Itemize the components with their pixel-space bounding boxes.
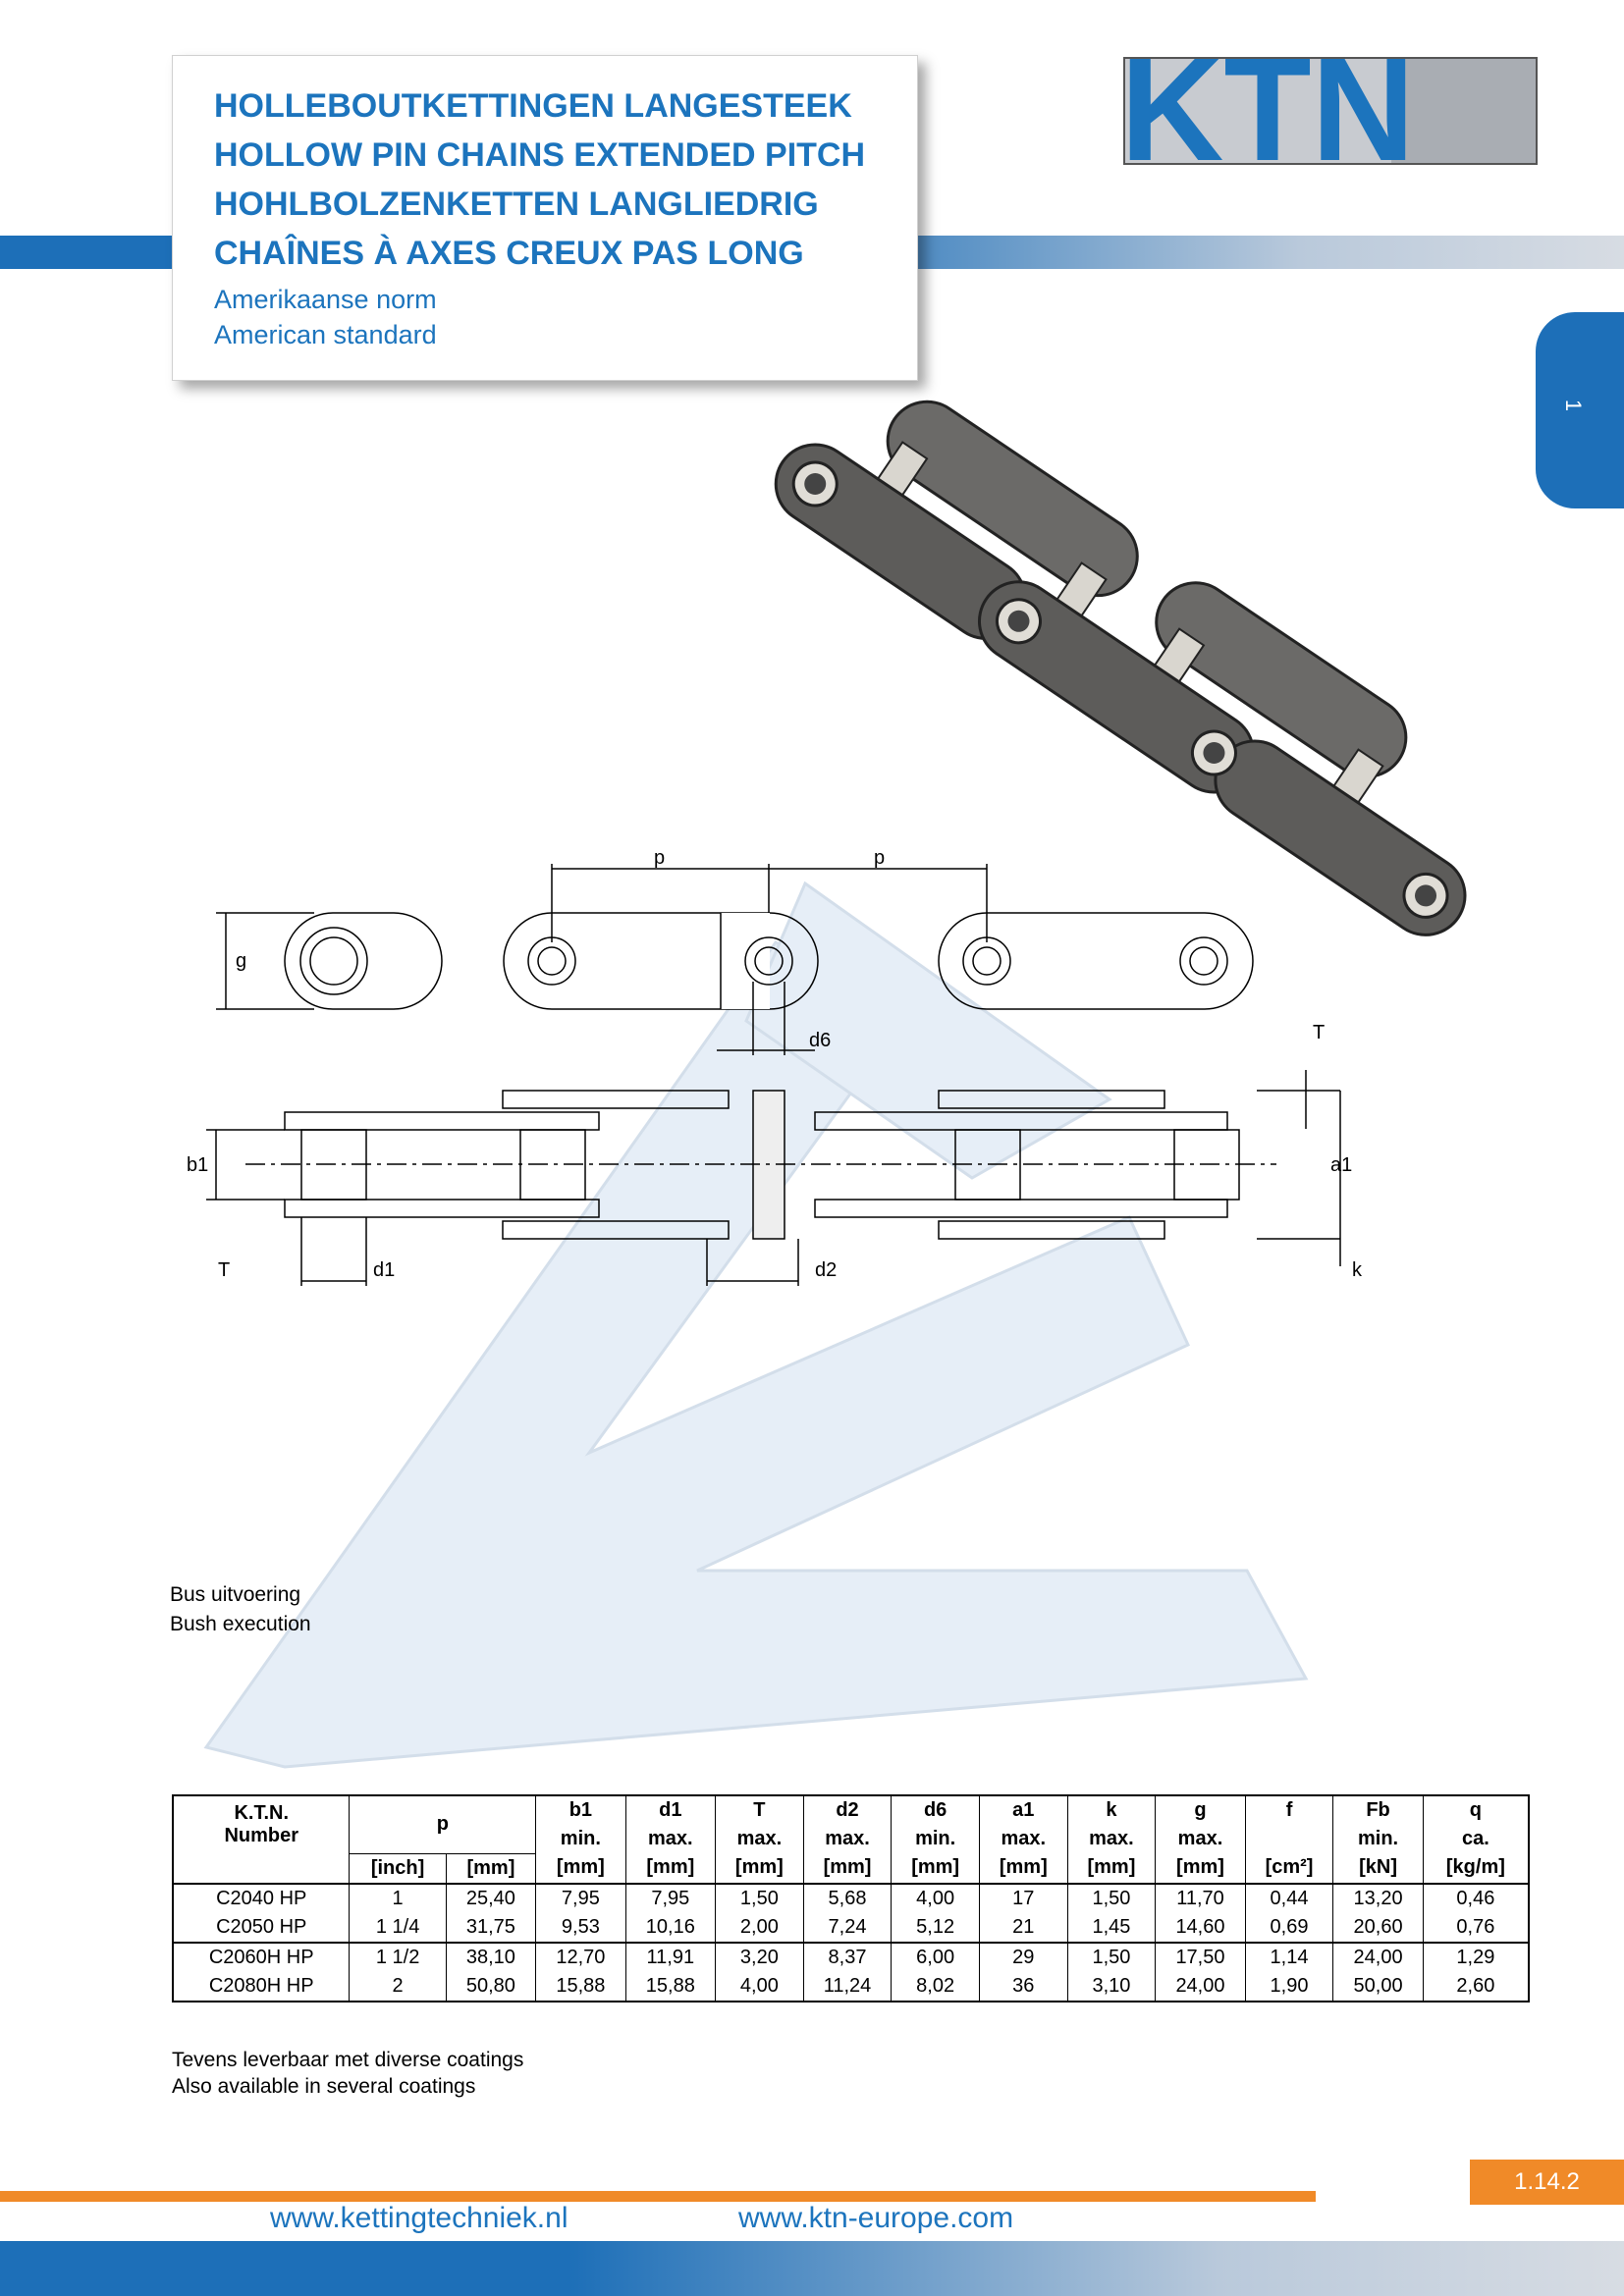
caption-line-en: Bush execution xyxy=(170,1613,311,1635)
table-cell: 12,70 xyxy=(536,1943,625,1972)
table-cell: 11,91 xyxy=(625,1943,715,1972)
title-line-de: HOHLBOLZENKETTEN LANGLIEDRIG xyxy=(214,186,819,223)
th-unit-fb: [kN] xyxy=(1333,1853,1423,1884)
table-cell: 29 xyxy=(979,1943,1067,1972)
table-cell: 1,29 xyxy=(1423,1943,1529,1972)
table-cell: 2,00 xyxy=(716,1913,804,1943)
table-cell: 7,95 xyxy=(625,1884,715,1913)
th-g-qual: max. xyxy=(1156,1825,1245,1853)
th-d1-qual: max. xyxy=(625,1825,715,1853)
url-kettingtechniek[interactable]: www.kettingtechniek.nl xyxy=(270,2202,568,2234)
th-unit-g: [mm] xyxy=(1156,1853,1245,1884)
subtitle-line-en: American standard xyxy=(214,320,437,349)
table-cell: 1 xyxy=(350,1884,446,1913)
table-cell: 0,46 xyxy=(1423,1884,1529,1913)
th-unit-k: [mm] xyxy=(1067,1853,1156,1884)
title-line-fr: CHAÎNES À AXES CREUX PAS LONG xyxy=(214,235,804,272)
table-cell: 1,50 xyxy=(1067,1884,1156,1913)
table-cell: 7,24 xyxy=(803,1913,892,1943)
table-cell: 17 xyxy=(979,1884,1067,1913)
caption-line-nl: Bus uitvoering xyxy=(170,1583,301,1606)
table-cell: 11,70 xyxy=(1156,1884,1245,1913)
th-q-qual: ca. xyxy=(1423,1825,1529,1853)
table-cell: 0,76 xyxy=(1423,1913,1529,1943)
th-unit-a1: [mm] xyxy=(979,1853,1067,1884)
ktn-logo xyxy=(1120,27,1537,191)
th-a1-qual: max. xyxy=(979,1825,1067,1853)
table-cell: 6,00 xyxy=(892,1943,980,1972)
title-line-en: HOLLOW PIN CHAINS EXTENDED PITCH xyxy=(214,136,866,174)
th-t-qual: max. xyxy=(716,1825,804,1853)
label-d6: d6 xyxy=(809,1030,832,1051)
table-cell-number: C2080H HP xyxy=(173,1972,350,2002)
table-cell: 25,40 xyxy=(446,1884,535,1913)
footer-orange-line xyxy=(0,2191,1316,2202)
table-cell: 50,00 xyxy=(1333,1972,1423,2002)
th-unit-t: [mm] xyxy=(716,1853,804,1884)
th-fb: Fb xyxy=(1333,1795,1423,1825)
table-cell: 0,44 xyxy=(1245,1884,1333,1913)
table-cell: 4,00 xyxy=(892,1884,980,1913)
th-a1: a1 xyxy=(979,1795,1067,1825)
label-t-left: T xyxy=(218,1259,231,1281)
table-cell: 15,88 xyxy=(536,1972,625,2002)
table-cell: 21 xyxy=(979,1913,1067,1943)
table-cell: 10,16 xyxy=(625,1913,715,1943)
th-fb-qual: min. xyxy=(1333,1825,1423,1853)
url-ktn-europe[interactable]: www.ktn-europe.com xyxy=(738,2202,1014,2234)
table-cell-number: C2050 HP xyxy=(173,1913,350,1943)
th-d2-qual: max. xyxy=(803,1825,892,1853)
th-unit-b1: [mm] xyxy=(536,1853,625,1884)
table-cell: 24,00 xyxy=(1156,1972,1245,2002)
table-cell: 0,69 xyxy=(1245,1913,1333,1943)
th-q: q xyxy=(1423,1795,1529,1825)
table-cell: 1 1/2 xyxy=(350,1943,446,1972)
note-line-nl: Tevens leverbaar met diverse coatings xyxy=(172,2049,524,2071)
table-row xyxy=(173,1972,1529,2002)
table-cell: 31,75 xyxy=(446,1913,535,1943)
label-k: k xyxy=(1352,1259,1362,1281)
page-number: 1.14.2 xyxy=(1470,2160,1624,2205)
table-cell: 13,20 xyxy=(1333,1884,1423,1913)
note-line-en: Also available in several coatings xyxy=(172,2075,476,2098)
th-k: k xyxy=(1067,1795,1156,1825)
table-cell: 1,50 xyxy=(1067,1943,1156,1972)
table-cell: 15,88 xyxy=(625,1972,715,2002)
th-unit-inch: [inch] xyxy=(350,1853,446,1884)
th-d1: d1 xyxy=(625,1795,715,1825)
table-cell: 8,37 xyxy=(803,1943,892,1972)
table-cell: 1,14 xyxy=(1245,1943,1333,1972)
title-line-nl: HOLLEBOUTKETTINGEN LANGESTEEK xyxy=(214,87,852,125)
table-cell: 24,00 xyxy=(1333,1943,1423,1972)
th-f: f xyxy=(1245,1795,1333,1825)
th-d6: d6 xyxy=(892,1795,980,1825)
th-unit-blank xyxy=(173,1853,350,1884)
table-cell: 3,10 xyxy=(1067,1972,1156,2002)
title-box xyxy=(172,55,918,381)
table-cell-number: C2060H HP xyxy=(173,1943,350,1972)
table-row xyxy=(173,1943,1529,1972)
footer-band xyxy=(0,2241,1624,2296)
table-cell: 1,45 xyxy=(1067,1913,1156,1943)
label-p-2: p xyxy=(874,847,886,869)
table-cell: 1,90 xyxy=(1245,1972,1333,2002)
chain-side-view-drawing xyxy=(187,844,1362,1315)
table-row xyxy=(173,1913,1529,1943)
th-d6-qual: min. xyxy=(892,1825,980,1853)
table-cell: 36 xyxy=(979,1972,1067,2002)
table-row xyxy=(173,1884,1529,1913)
label-a1: a1 xyxy=(1330,1154,1353,1176)
table-cell: 2,60 xyxy=(1423,1972,1529,2002)
table-cell-number: C2040 HP xyxy=(173,1884,350,1913)
th-ktn: K.T.N. Number xyxy=(173,1795,350,1853)
table-cell: 2 xyxy=(350,1972,446,2002)
table-cell: 14,60 xyxy=(1156,1913,1245,1943)
table-cell: 17,50 xyxy=(1156,1943,1245,1972)
spec-table xyxy=(172,1794,1530,2002)
th-t: T xyxy=(716,1795,804,1825)
label-t-right: T xyxy=(1313,1022,1326,1043)
label-b1: b1 xyxy=(187,1154,209,1176)
table-cell: 38,10 xyxy=(446,1943,535,1972)
table-cell: 4,00 xyxy=(716,1972,804,2002)
th-b1: b1 xyxy=(536,1795,625,1825)
subtitle-line-nl: Amerikaanse norm xyxy=(214,285,437,314)
drawing-caption xyxy=(170,1580,311,1639)
table-cell: 3,20 xyxy=(716,1943,804,1972)
table-cell: 5,12 xyxy=(892,1913,980,1943)
th-d2: d2 xyxy=(803,1795,892,1825)
label-d2: d2 xyxy=(815,1259,838,1281)
th-unit-f: [cm²] xyxy=(1245,1853,1333,1884)
table-cell: 5,68 xyxy=(803,1884,892,1913)
th-unit-d2: [mm] xyxy=(803,1853,892,1884)
th-g: g xyxy=(1156,1795,1245,1825)
table-cell: 1 1/4 xyxy=(350,1913,446,1943)
table-cell: 1,50 xyxy=(716,1884,804,1913)
th-b1-qual: min. xyxy=(536,1825,625,1853)
label-g: g xyxy=(236,950,247,972)
table-cell: 50,80 xyxy=(446,1972,535,2002)
th-k-qual: max. xyxy=(1067,1825,1156,1853)
label-d1: d1 xyxy=(373,1259,396,1281)
th-unit-q: [kg/m] xyxy=(1423,1853,1529,1884)
chapter-tab-number: 1 xyxy=(1561,399,1586,412)
table-cell: 7,95 xyxy=(536,1884,625,1913)
label-p-1: p xyxy=(654,847,666,869)
table-cell: 20,60 xyxy=(1333,1913,1423,1943)
th-p: p xyxy=(350,1795,536,1853)
table-cell: 8,02 xyxy=(892,1972,980,2002)
table-cell: 11,24 xyxy=(803,1972,892,2002)
th-unit-d6: [mm] xyxy=(892,1853,980,1884)
coatings-note xyxy=(172,2047,523,2100)
th-unit-d1: [mm] xyxy=(625,1853,715,1884)
logo-text: KTN xyxy=(1120,27,1415,191)
th-f-qual xyxy=(1245,1825,1333,1853)
th-unit-p-mm: [mm] xyxy=(446,1853,535,1884)
table-cell: 9,53 xyxy=(536,1913,625,1943)
